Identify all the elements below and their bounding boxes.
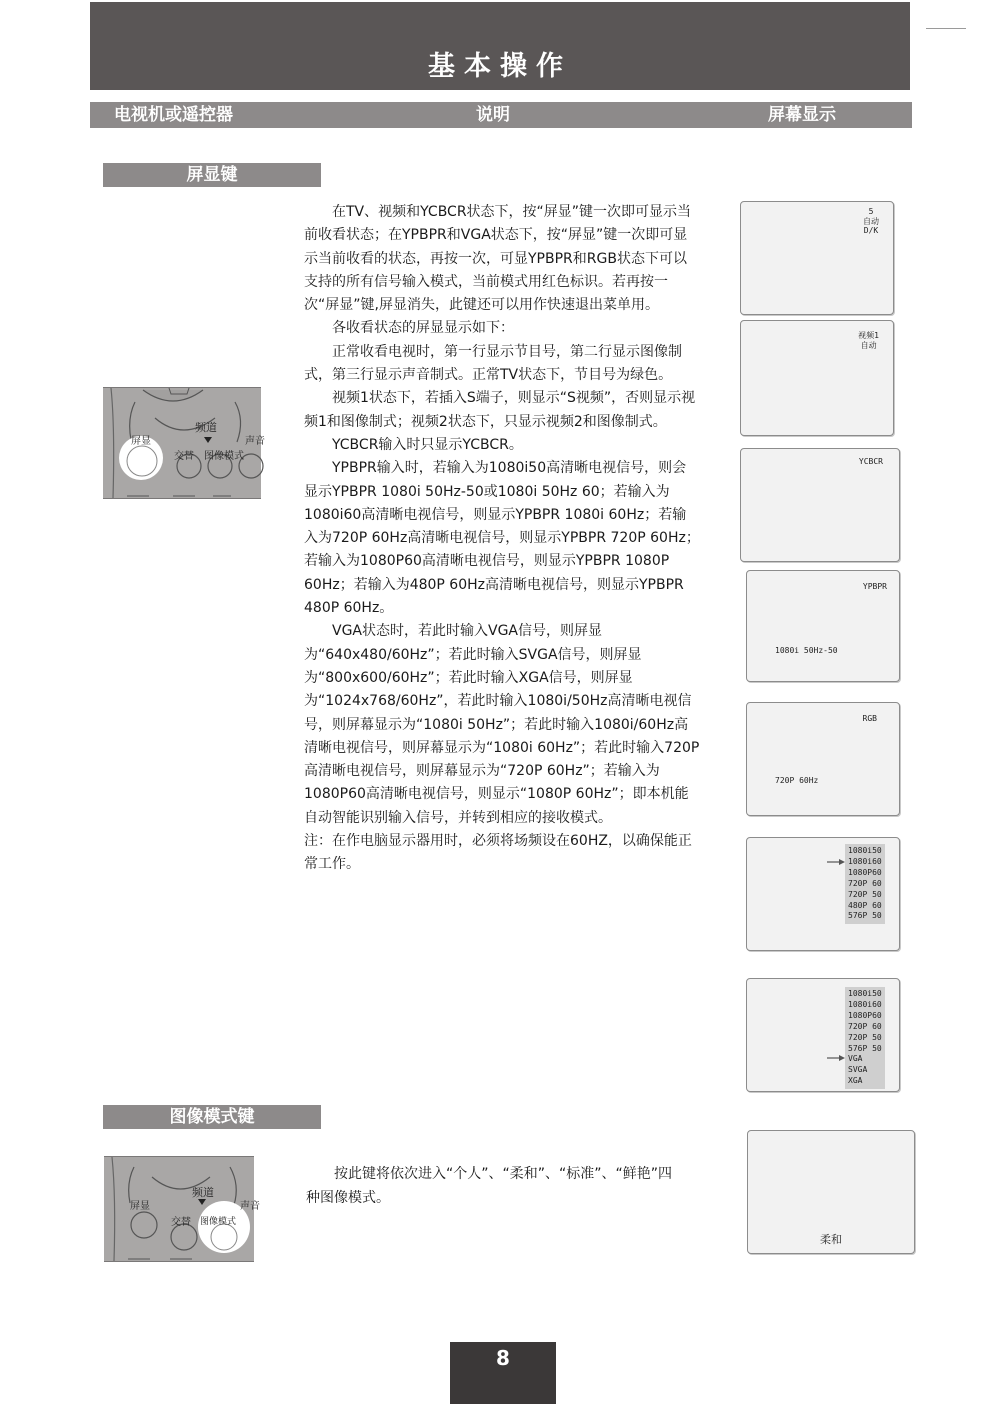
column-header-bar (90, 102, 912, 128)
remote-label-picture-mode: 图像模式 (200, 1217, 237, 1227)
page-number-box (450, 1342, 556, 1404)
osd-mode-item: 720P 60 (848, 1021, 882, 1031)
osd-picture-mode-label: 柔和 (820, 1233, 842, 1246)
osd-mode-list (845, 844, 885, 924)
osd-program-number: 5 (868, 207, 874, 216)
osd-screen-rgb (746, 702, 900, 816)
picture-mode-key-description (306, 1162, 682, 1210)
section-title: 屏显键 (186, 165, 238, 185)
osd-mode-item: 720P 50 (848, 889, 882, 899)
remote-label-display: 屏显 (130, 1201, 150, 1212)
column-header-description: 说明 (476, 105, 510, 125)
osd-screen-vga-mode-list (746, 978, 900, 1092)
osd-mode-item: 1080P60 (848, 1010, 882, 1020)
osd-source-label: 视频1 (858, 331, 879, 340)
remote-photo-picture-mode-key (104, 1156, 260, 1262)
current-mode-arrow-icon (827, 859, 845, 865)
osd-screen-tv (740, 201, 894, 315)
osd-signal-mode: 720P 60Hz (775, 776, 819, 785)
current-mode-arrow-icon (827, 1055, 845, 1061)
paragraph: 各收看状态的屏显显示如下： (332, 320, 514, 337)
osd-video-info (858, 331, 879, 350)
remote-label-sound: 声音 (240, 1201, 260, 1212)
osd-picture-system: 自动 (860, 340, 877, 350)
remote-label-channel: 频道 (192, 1186, 214, 1199)
section-header-picture-mode-key (103, 1105, 321, 1129)
remote-label-sound: 声音 (245, 436, 265, 447)
page-title: 基本操作 (428, 51, 572, 82)
osd-sound-system: D/K (863, 226, 879, 235)
paragraph: 视频1状态下，若插入S端子，则显示“S视频”，否则显示视频1和图像制式；视频2状态下，只显示视频2和图像制式。 (304, 390, 696, 430)
osd-mode-item: 1080i50 (848, 989, 882, 998)
remote-label-swap: 交替 (174, 451, 194, 462)
osd-screen-ypbpr (746, 570, 900, 682)
osd-mode-item: 720P 50 (848, 1032, 882, 1042)
paragraph: 正常收看电视时，第一行显示节目号，第二行显示图像制式，第三行显示声音制式。正常TV状态下，节目号为绿色。 (304, 343, 682, 384)
osd-source-label: YPBPR (862, 582, 887, 591)
osd-screen-picture-mode (747, 1130, 915, 1254)
osd-screen-video (740, 320, 894, 436)
osd-mode-item: 576P 50 (848, 1043, 882, 1053)
osd-screen-ycbcr (740, 448, 900, 562)
note-paragraph: 注：在作电脑显示器用时，必须将场频设在60HZ，以确保能正常工作。 (304, 833, 692, 873)
column-header-screen-display: 屏幕显示 (768, 105, 836, 125)
paragraph: 在TV、视频和YCBCR状态下，按“屏显”键一次即可显示当前收看状态；在YPBPR和VGA状态下，按“屏显”键一次即可显示当前收看的状态，再按一次，可显YPBPR和RGB状态下可以支持的所有信号输入模式，当前模式用红色标识。若再按一次“屏显”键,屏显消失，此键还可以用作快速退出菜单用。 (304, 204, 692, 314)
remote-label-display: 屏显 (131, 436, 151, 447)
osd-mode-item: 576P 50 (848, 911, 882, 921)
remote-photo-display-key (103, 387, 265, 499)
paragraph: VGA状态时，若此时输入VGA信号，则屏显为“640x480/60Hz”；若此时输入SVGA信号，则屏显为“800x600/60Hz”；若此时输入XGA信号，则屏显为“1024x768/60Hz”，若此时输入1080i/50Hz高清晰电视信号，则屏幕显示为“1080i 50Hz”；若此时输入1080i/60Hz高清晰电视信号，则屏幕显示为“1080i 60Hz”；若此时输入720P高清晰电视信号，则屏幕显示为“720P 60Hz”；若输入为1080P60高清晰电视信号，则显示“1080P 60Hz”；即本机能自动智能识别输入信号，并转到相应的接收模式。 (304, 623, 700, 826)
display-key-description (304, 201, 700, 877)
remote-label-swap: 交替 (171, 1217, 191, 1228)
paragraph: 按此键将依次进入“个人”、“柔和”、“标准”、“鲜艳”四种图像模式。 (306, 1166, 673, 1206)
page-number: 8 (496, 1346, 510, 1370)
section-title: 图像模式键 (169, 1107, 255, 1127)
osd-signal-mode: 1080i 50Hz-50 (775, 646, 838, 655)
osd-tv-info (863, 207, 879, 236)
osd-source-label: RGB (862, 714, 877, 723)
osd-mode-item: 480P 60 (848, 900, 882, 910)
remote-body-drawing (104, 1157, 260, 1261)
osd-mode-item: 720P 60 (848, 878, 882, 888)
column-header-tv-remote: 电视机或遥控器 (114, 105, 233, 125)
osd-source-label: YCBCR (858, 457, 883, 466)
title-bar (90, 2, 910, 90)
remote-label-picture-mode: 图像模式 (204, 451, 244, 462)
osd-mode-item: XGA (848, 1076, 863, 1086)
osd-mode-list (845, 987, 885, 1089)
remote-label-channel: 频道 (195, 421, 217, 434)
paragraph: YCBCR输入时只显示YCBCR。 (332, 436, 523, 453)
corner-rule (926, 28, 966, 29)
osd-mode-item-current: 1080i60 (848, 856, 882, 866)
osd-mode-item: 1080P60 (848, 867, 882, 877)
osd-screen-ypbpr-mode-list (746, 837, 900, 951)
osd-mode-item-current: VGA (848, 1054, 863, 1064)
osd-mode-item: SVGA (848, 1065, 868, 1075)
remote-body-drawing (103, 388, 265, 498)
section-header-display-key (103, 163, 321, 187)
osd-mode-item: 1080i60 (848, 999, 882, 1009)
paragraph: YPBPR输入时，若输入为1080i50高清晰电视信号，则会显示YPBPR 1080i 50Hz-50或1080i 50Hz 60；若输入为1080i60高清晰电视信号，则显示YPBPR 1080i 60Hz；若输入为720P 60Hz高清晰电视信号，则显示YPBPR 720P 60Hz；若输入为1080P60高清晰电视信号，则显示YPBPR 1080P 60Hz；若输入为480P 60Hz高清晰电视信号，则显示YPBPR 480P 60Hz。 (304, 460, 700, 617)
osd-picture-system: 自动 (863, 216, 879, 226)
osd-mode-item: 1080i50 (848, 846, 882, 855)
